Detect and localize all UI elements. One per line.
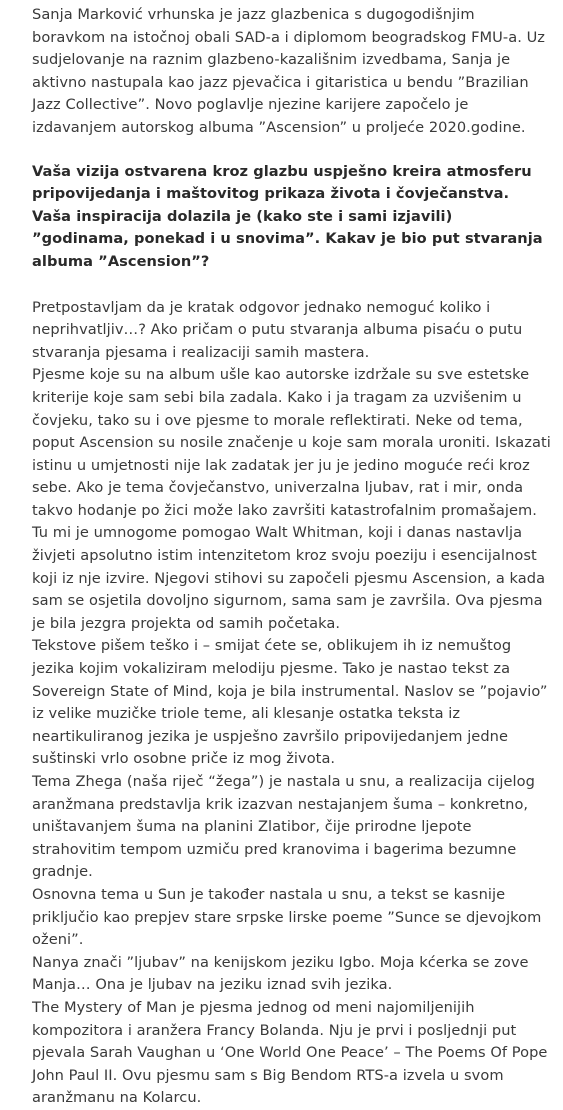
intro-paragraph: Sanja Marković vrhunska je jazz glazbenica s dugogodišnjim boravkom na istočnoj obali SAD-a i diplomom beogradskog FMU-a. Uz sudjelovanje na raznim glazbeno-kazališnim izvedbama, Sanja je aktivno nastupala kao jazz pjevačica i gitaristica u bendu ”Brazilian Jazz Collective”. Novo poglavlje njezine karijere započelo je izdavanjem autorskog albuma ”Ascension” u proljeće 2020.godine. bbox=[32, 6, 546, 136]
answer-paragraph: Tema Zhega (naša riječ “žega”) je nastala u snu, a realizacija cijelog aranžmana predstavlja krik izazvan nestajanjem šuma – konkretno, uništavanjem šuma na planini Zlatibor, čije prirodne ljepote strahovitim tempom uzmiču pred kranovima i bagerima bezumne gradnje. bbox=[32, 773, 535, 881]
answer-paragraph: The Mystery of Man je pjesma jednog od meni najomiljenijih kompozitora i aranžera Francy Bolanda. Nju je prvi i posljednji put pjevala Sarah Vaughan u ‘One World One Peace’ – The Poems Of Pope John Paul II. Ovu pjesmu sam s Big Bendom RTS-a izvela u svom aranžmanu na Kolarcu. bbox=[32, 998, 548, 1107]
answer-paragraph: Tekstove pišem teško i – smijat ćete se, oblikujem ih iz nemuštog jezika kojim vokaliziram melodiju pjesme. Tako je nastao tekst za Sovereign State of Mind, koja je bila instrumental. Naslov se ”pojavio” iz velike muzičke triole teme, ali klesanje ostatka teksta iz neartikuliranog jezika je uspješno završilo pripovijedanjem jedne suštinski vrlo osobne priče iz mog života. bbox=[32, 637, 548, 768]
answer-paragraph: Nanya znači ”ljubav” na kenijskom jeziku Igbo. Moja kćerka se zove Manja… Ona je ljubav na jeziku iznad svih jezika. bbox=[32, 953, 529, 994]
answer-paragraph: Pretpostavljam da je kratak odgovor jednako nemoguć koliko i neprihvatljiv…? Ako pričam o putu stvaranja albuma pisaću o putu stvaranja pjesama i realizaciji samih mastera. bbox=[32, 298, 523, 361]
article-body bbox=[32, 4, 552, 1110]
answer-paragraph: Osnovna tema u Sun je također nastala u snu, a tekst se kasnije priključio kao prepjev stare srpske lirske poeme ”Sunce se djevojkom oženi”. bbox=[32, 885, 542, 949]
answer-paragraph: Pjesme koje su na album ušle kao autorske izdržale su sve estetske kriterije koje sam sebi bila zadala. Kako i ja tragam za uzvišenim u čovjeku, tako su i ove pjesme to morale reflektirati. Neke od tema, poput Ascension su nosile značenje u koje sam morala uroniti. Iskazati istinu u umjetnosti nije lak zadatak jer ju je jedino moguće reći kroz sebe. Ako je tema čovječanstvo, univerzalna ljubav, rat i mir, onda takvo hodanje po žici može lako završiti katastrofalnim promašajem. Tu mi je umnogome pomogao Walt Whitman, koji i danas nastavlja živjeti apsolutno istim intenzitetom kroz svoju poeziju i esencijalnost koji iz nje izvire. Njegovi stihovi su započeli pjesmu Ascension, a kada sam se osjetila dovoljno sigurnom, sama sam je završila. Ova pjesma je bila jezgra projekta od samih početaka. bbox=[32, 366, 551, 632]
interview-question: Vaša vizija ostvarena kroz glazbu uspješno kreira atmosferu pripovijedanja i maštovitog prikaza života i čovječanstva. Vaša inspiracija dolazila je (kako ste i sami izjavili) ”godinama, ponekad i u snovima”. Kakav je bio put stvaranja albuma ”Ascension”? bbox=[32, 162, 543, 270]
